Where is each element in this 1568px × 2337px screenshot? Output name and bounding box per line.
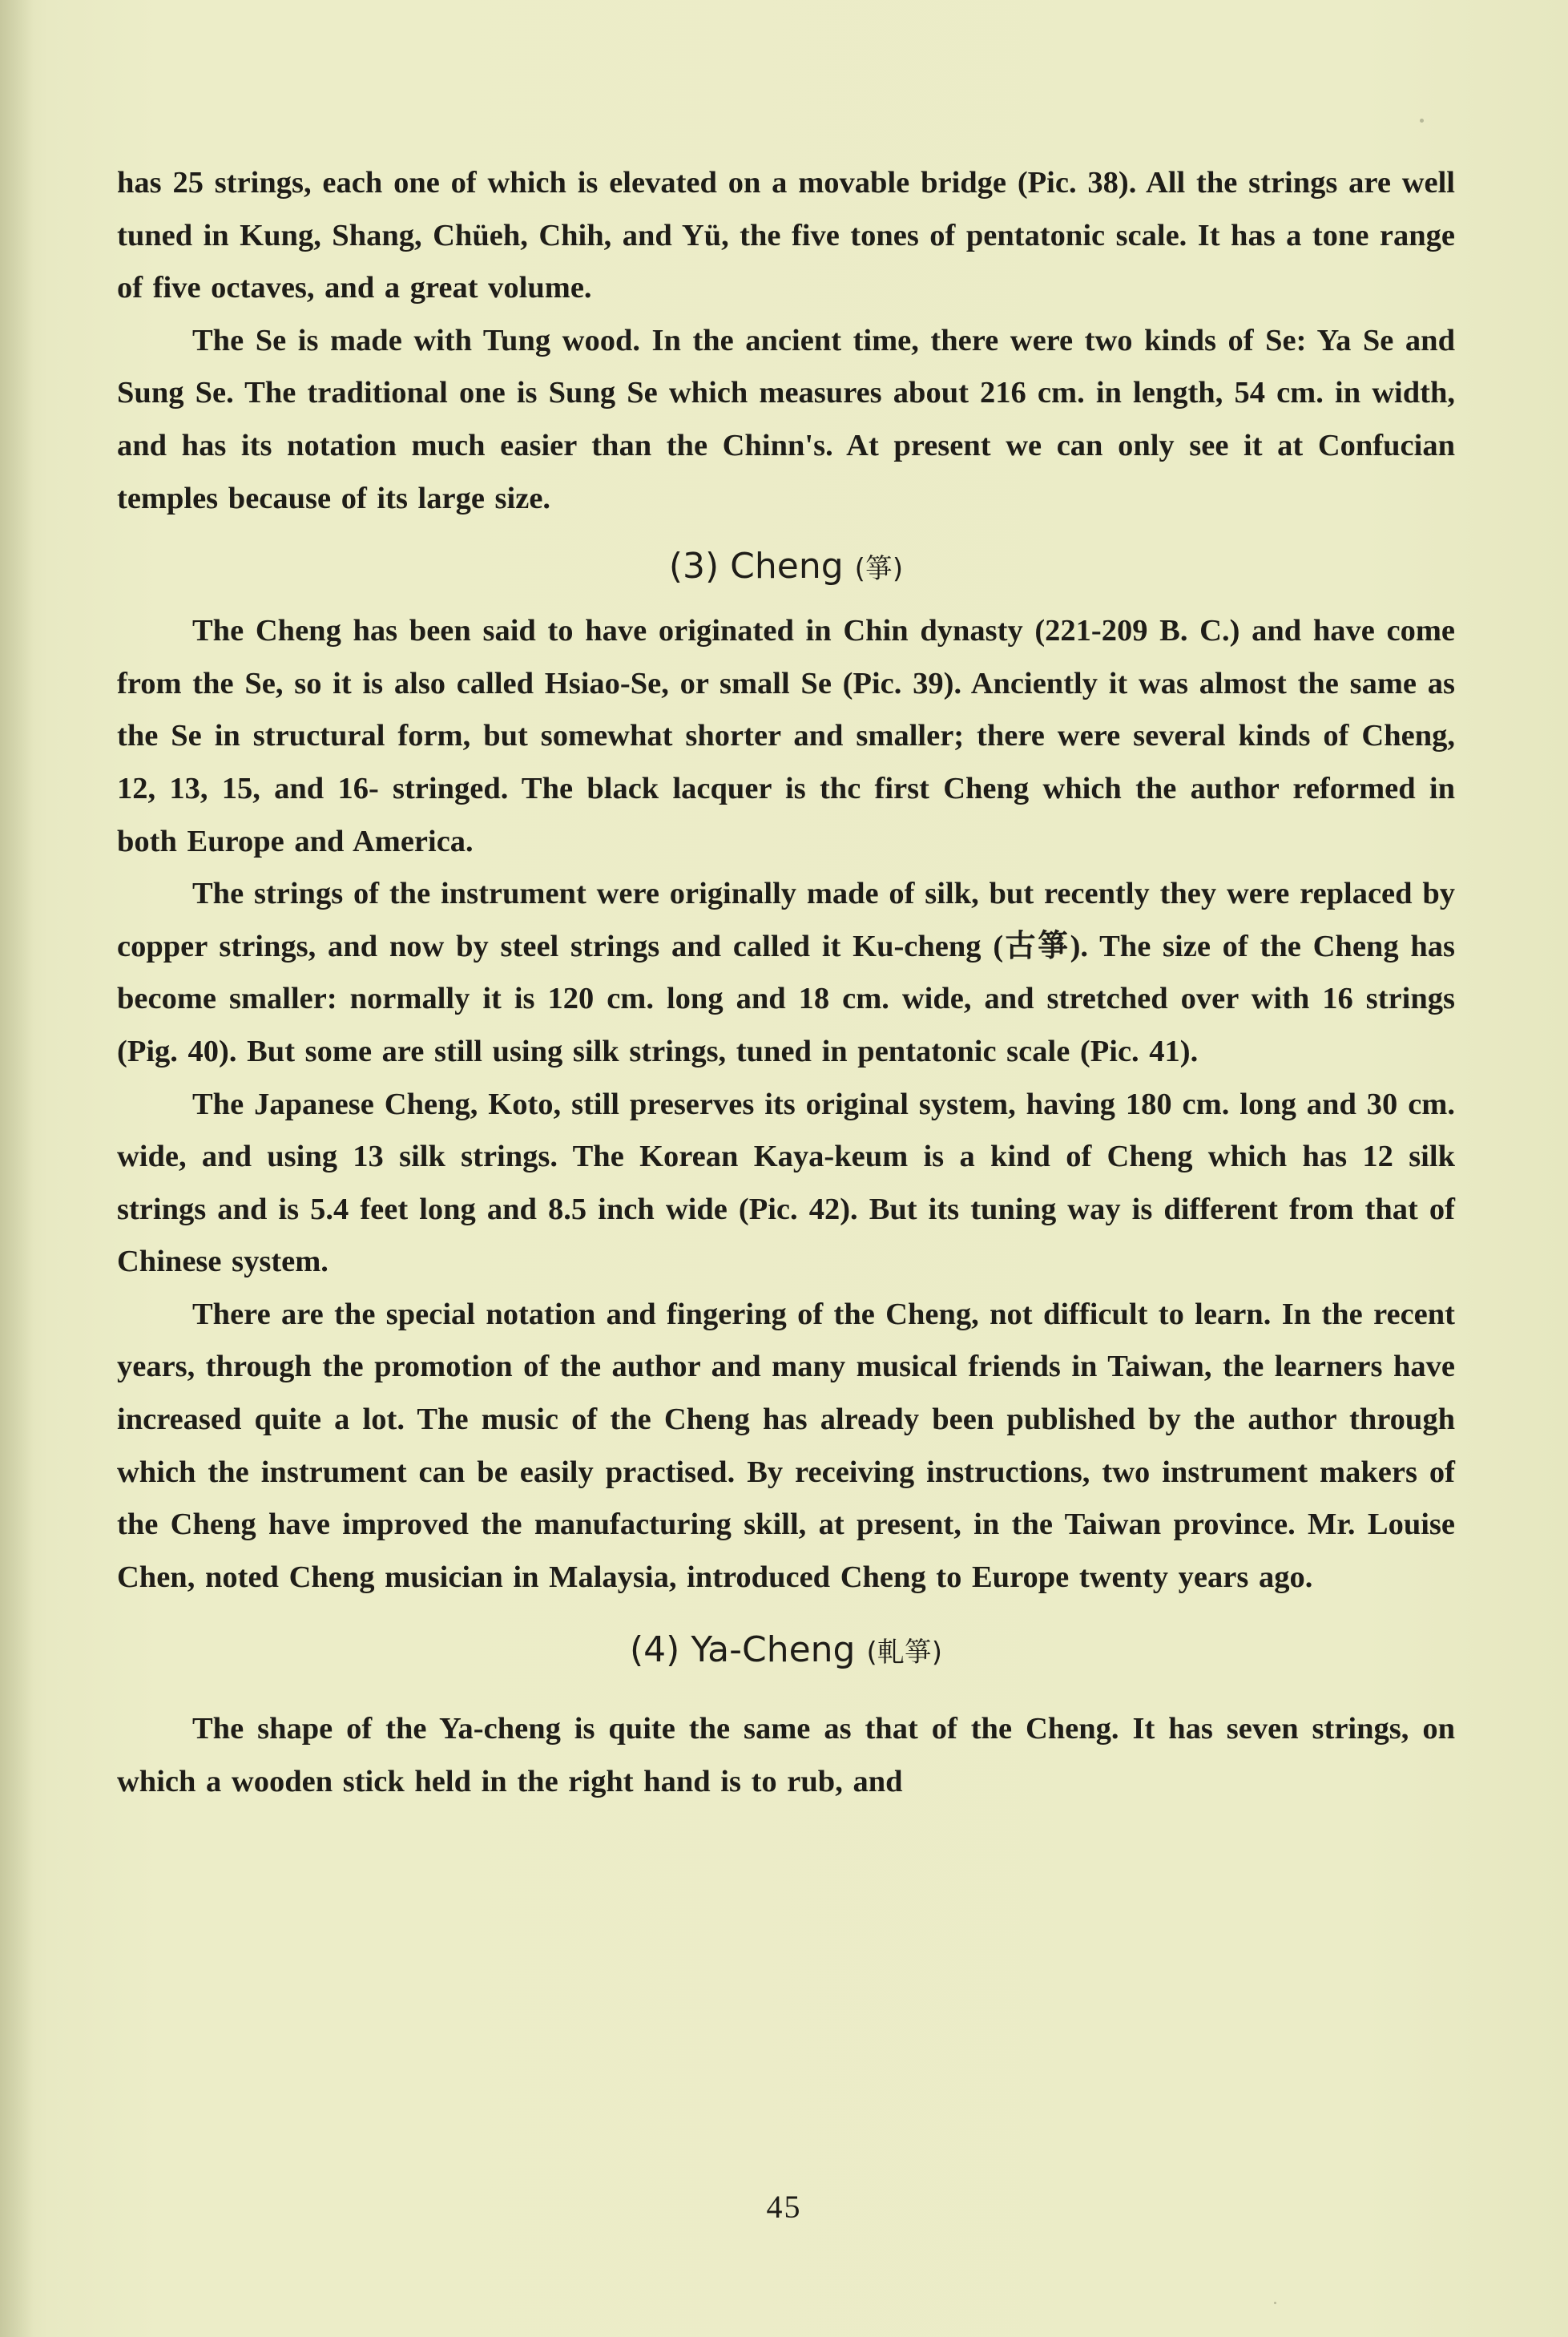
continued-paragraph: has 25 strings, each one of which is elevated on a movable bridge (Pic. 38). All the strings are well tuned in Kung, Shang, Chüeh, Chih, and Yü, the five tones of pentatonic scale. It has a tone range of five octaves, and a great volume. (117, 166, 1455, 305)
paper-speck (1420, 119, 1424, 123)
section-heading-ya-cheng (117, 1604, 1455, 1703)
paragraph-cheng-origin: The Cheng has been said to have originated in Chin dynasty (221-209 B. C.) and have come from the Se, so it is also called Hsiao-Se, or small Se (Pic. 39). Anciently it was almost the same as the Se in structural form, but somewhat shorter and smaller; there were several kinds of Cheng, 12, 13, 15, and 16- stringed. The black lacquer is thc first Cheng which the author reformed in both Europe and America. (117, 614, 1455, 858)
page-content (117, 157, 1455, 1809)
paragraph-se-description: The Se is made with Tung wood. In the ancient time, there were two kinds of Se: Ya Se and Sung Se. The traditional one is Sung Se which measures about 216 cm. in length, 54 cm. in width, and has its notation much easier than the Chinn's. At present we can only see it at Confucian temples because of its large size. (117, 323, 1455, 515)
page-number: 45 (766, 2189, 802, 2225)
section-heading-chinese: (軋箏) (866, 1637, 942, 1669)
section-heading-cheng (117, 525, 1455, 605)
section-heading-text: (4) Ya-Cheng (630, 1629, 856, 1671)
paragraph-cheng-strings: The strings of the instrument were originally made of silk, but recently they were replaced by copper strings, and now by steel strings and called it Ku-cheng (古箏). The size of the Cheng has become smaller: normally it is 120 cm. long and 18 cm. wide, and stretched over with 16 strings (Pig. 40). But some are still using silk strings, tuned in pentatonic scale (Pic. 41). (117, 877, 1455, 1068)
section-heading-chinese: (箏) (854, 553, 904, 586)
paragraph-ya-cheng-shape: The shape of the Ya-cheng is quite the same as that of the Cheng. It has seven strings, on which a wooden stick held in the right hand is to rub, and (117, 1712, 1455, 1799)
section-heading-text: (3) Cheng (668, 546, 844, 587)
binding-gutter-shadow (0, 0, 34, 2337)
paragraph-cheng-notation: There are the special notation and fingering of the Cheng, not difficult to learn. In the recent years, through the promotion of the author and many musical friends in Taiwan, the learners have increased quite a lot. The music of the Cheng has already been published by the author through which the instrument can be easily practised. By receiving instructions, two instrument makers of the Cheng have improved the manufacturing skill, at present, in the Taiwan province. Mr. Louise Chen, noted Cheng musician in Malaysia, introduced Cheng to Europe twenty years ago. (117, 1297, 1455, 1594)
paragraph-cheng-japanese-korean: The Japanese Cheng, Koto, still preserves its original system, having 180 cm. long and 30 cm. wide, and using 13 silk strings. The Korean Kaya-keum is a kind of Cheng which has 12 silk strings and is 5.4 feet long and 8.5 inch wide (Pic. 42). But its tuning way is different from that of Chinese system. (117, 1087, 1455, 1279)
paper-speck (1274, 2302, 1276, 2304)
